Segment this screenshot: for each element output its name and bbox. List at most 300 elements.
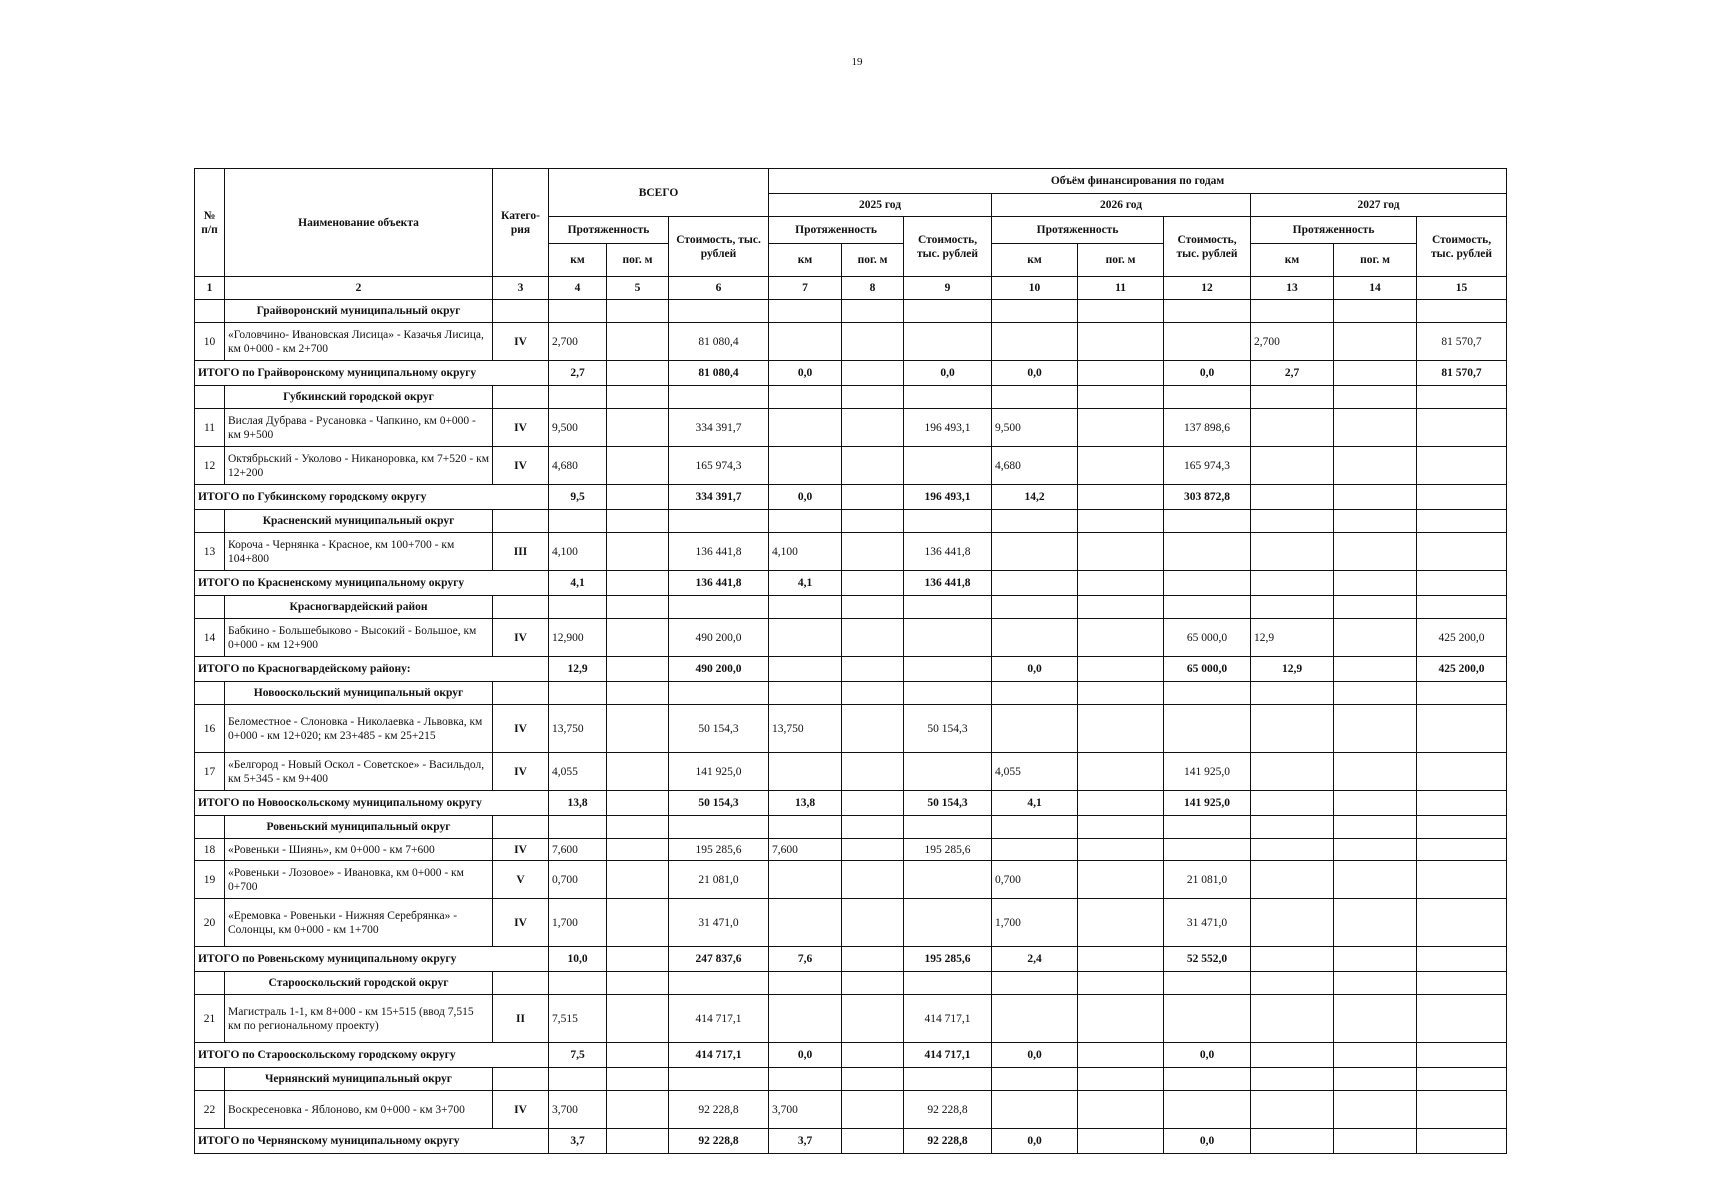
length-value xyxy=(607,533,669,571)
total-cost-value xyxy=(1417,947,1507,972)
year-2025-header: 2025 год xyxy=(769,194,992,217)
total-label: ИТОГО по Чернянскому муниципальному округу xyxy=(195,1129,549,1154)
length-value xyxy=(842,1091,904,1129)
pog-m-header: пог. м xyxy=(1334,244,1417,277)
length-value xyxy=(992,533,1078,571)
total-length-value xyxy=(607,1129,669,1154)
empty-cell xyxy=(1078,596,1164,619)
length-value xyxy=(842,753,904,791)
category: IV xyxy=(493,1091,549,1129)
category: V xyxy=(493,861,549,899)
category: IV xyxy=(493,839,549,861)
empty-cell xyxy=(992,816,1078,839)
region-row xyxy=(195,596,1507,619)
length-value xyxy=(992,839,1078,861)
total-length-value: 4,1 xyxy=(992,791,1078,816)
total-length-value: 2,7 xyxy=(549,361,607,386)
length-value xyxy=(607,839,669,861)
total-cost-value: 136 441,8 xyxy=(669,571,769,596)
total-length-value xyxy=(1334,791,1417,816)
total-cost-value: 0,0 xyxy=(1164,1043,1251,1068)
cost-value: 50 154,3 xyxy=(669,705,769,753)
empty-cell xyxy=(1164,1068,1251,1091)
length-value xyxy=(842,533,904,571)
cost-value xyxy=(904,447,992,485)
empty-cell xyxy=(493,682,549,705)
total-cost-value xyxy=(1417,791,1507,816)
total-row xyxy=(195,361,1507,386)
length-value: 7,600 xyxy=(549,839,607,861)
total-length-value: 12,9 xyxy=(549,657,607,682)
length-value xyxy=(1078,323,1164,361)
cost-value: 196 493,1 xyxy=(904,409,992,447)
cost-value xyxy=(1164,533,1251,571)
category: III xyxy=(493,533,549,571)
length-value xyxy=(1334,533,1417,571)
table-row xyxy=(195,705,1507,753)
length-value xyxy=(1078,995,1164,1043)
total-cost-value: 81 570,7 xyxy=(1417,361,1507,386)
length-value xyxy=(1078,899,1164,947)
empty-cell xyxy=(1164,682,1251,705)
length-value xyxy=(607,995,669,1043)
length-value xyxy=(1334,323,1417,361)
empty-cell xyxy=(904,510,992,533)
length-value xyxy=(769,899,842,947)
table-row xyxy=(195,899,1507,947)
empty-cell xyxy=(1417,972,1507,995)
length-value xyxy=(1251,861,1334,899)
category: IV xyxy=(493,705,549,753)
cost-value: 81 080,4 xyxy=(669,323,769,361)
empty-cell xyxy=(1334,300,1417,323)
cost-value: 334 391,7 xyxy=(669,409,769,447)
length-value: 1,700 xyxy=(549,899,607,947)
cost-value: 165 974,3 xyxy=(669,447,769,485)
total-cost-value: 0,0 xyxy=(904,361,992,386)
total-length-value xyxy=(1078,657,1164,682)
length-value xyxy=(1251,533,1334,571)
empty-cell xyxy=(607,682,669,705)
km-header: км xyxy=(1251,244,1334,277)
cost-value xyxy=(1417,839,1507,861)
total-length-value xyxy=(1078,485,1164,510)
length-value xyxy=(1078,705,1164,753)
empty-cell xyxy=(1417,386,1507,409)
empty-cell xyxy=(842,682,904,705)
empty-cell xyxy=(1251,596,1334,619)
cost-value: 50 154,3 xyxy=(904,705,992,753)
total-cost-value: 247 837,6 xyxy=(669,947,769,972)
total-cost-value: 136 441,8 xyxy=(904,571,992,596)
region-name: Ровеньский муниципальный округ xyxy=(225,816,493,839)
cost-value xyxy=(1164,995,1251,1043)
total-length-value: 3,7 xyxy=(549,1129,607,1154)
table-row xyxy=(195,323,1507,361)
empty-cell xyxy=(607,816,669,839)
empty-cell xyxy=(669,510,769,533)
region-name: Красненский муниципальный округ xyxy=(225,510,493,533)
empty-cell xyxy=(1078,510,1164,533)
table-row xyxy=(195,753,1507,791)
total-cost-value xyxy=(1164,571,1251,596)
total-length-value xyxy=(607,657,669,682)
total-length-value xyxy=(1251,791,1334,816)
table-row xyxy=(195,447,1507,485)
total-length-value: 7,6 xyxy=(769,947,842,972)
empty-cell xyxy=(549,972,607,995)
cost-value: 414 717,1 xyxy=(904,995,992,1043)
total-cost-value: 195 285,6 xyxy=(904,947,992,972)
category: IV xyxy=(493,323,549,361)
length-value: 12,9 xyxy=(1251,619,1334,657)
total-length-value xyxy=(607,791,669,816)
total-length-value: 2,7 xyxy=(1251,361,1334,386)
length-value xyxy=(1251,753,1334,791)
empty-cell xyxy=(1078,300,1164,323)
km-header: км xyxy=(549,244,607,277)
length-value xyxy=(769,447,842,485)
length-value xyxy=(607,861,669,899)
empty-cell xyxy=(842,1068,904,1091)
empty-cell xyxy=(769,300,842,323)
total-length-value xyxy=(842,1129,904,1154)
cost-value xyxy=(1417,861,1507,899)
empty-cell xyxy=(1417,682,1507,705)
column-number: 15 xyxy=(1417,277,1507,300)
cost-value: 195 285,6 xyxy=(669,839,769,861)
category: IV xyxy=(493,899,549,947)
cost-value xyxy=(1164,705,1251,753)
length-value xyxy=(1334,899,1417,947)
table-row xyxy=(195,839,1507,861)
category: IV xyxy=(493,409,549,447)
cost-value xyxy=(904,619,992,657)
empty-cell xyxy=(992,300,1078,323)
empty-cell xyxy=(769,816,842,839)
cost-2027-header: Стоимость, тыс. рублей xyxy=(1417,217,1507,277)
total-label: ИТОГО по Губкинскому городскому округу xyxy=(195,485,549,510)
total-length-value xyxy=(607,361,669,386)
column-number: 9 xyxy=(904,277,992,300)
table-row xyxy=(195,995,1507,1043)
length-value xyxy=(1251,839,1334,861)
empty-cell xyxy=(1078,682,1164,705)
financing-table xyxy=(194,168,1507,1154)
column-number: 8 xyxy=(842,277,904,300)
column-number: 4 xyxy=(549,277,607,300)
table-row xyxy=(195,619,1507,657)
row-number: 22 xyxy=(195,1091,225,1129)
total-cost-value: 303 872,8 xyxy=(1164,485,1251,510)
row-number: 10 xyxy=(195,323,225,361)
empty-cell xyxy=(1334,972,1417,995)
length-value: 4,680 xyxy=(992,447,1078,485)
cost-value xyxy=(1164,839,1251,861)
total-length-value xyxy=(1334,1043,1417,1068)
region-row xyxy=(195,972,1507,995)
total-cost-value: 414 717,1 xyxy=(669,1043,769,1068)
empty-cell xyxy=(1251,510,1334,533)
empty-cell xyxy=(493,510,549,533)
empty-cell xyxy=(1078,816,1164,839)
length-value xyxy=(1251,447,1334,485)
empty-cell xyxy=(904,596,992,619)
object-name: Магистраль 1-1, км 8+000 - км 15+515 (ввод 7,515 км по региональному проекту) xyxy=(225,995,493,1043)
empty-cell xyxy=(607,510,669,533)
cost-value: 195 285,6 xyxy=(904,839,992,861)
empty-cell xyxy=(607,596,669,619)
pog-m-header: пог. м xyxy=(1078,244,1164,277)
length-value: 7,515 xyxy=(549,995,607,1043)
empty-cell xyxy=(549,682,607,705)
row-number: 14 xyxy=(195,619,225,657)
total-cost-value xyxy=(1417,1129,1507,1154)
object-name: «Еремовка - Ровеньки - Нижняя Серебрянка» - Солонцы, км 0+000 - км 1+700 xyxy=(225,899,493,947)
empty-cell xyxy=(195,510,225,533)
object-name: «Белгород - Новый Оскол - Советское» - Васильдол, км 5+345 - км 9+400 xyxy=(225,753,493,791)
total-length-value xyxy=(992,571,1078,596)
total-cost-value xyxy=(1417,485,1507,510)
empty-cell xyxy=(1164,300,1251,323)
length-value xyxy=(842,861,904,899)
empty-cell xyxy=(769,682,842,705)
empty-cell xyxy=(493,300,549,323)
empty-cell xyxy=(1251,972,1334,995)
length-value xyxy=(842,899,904,947)
length-value xyxy=(1078,533,1164,571)
length-value xyxy=(607,447,669,485)
empty-cell xyxy=(1334,386,1417,409)
length-value xyxy=(842,447,904,485)
total-length-value xyxy=(1334,657,1417,682)
length-value xyxy=(1078,753,1164,791)
table-row xyxy=(195,861,1507,899)
total-length-value xyxy=(1334,571,1417,596)
region-name: Красногвардейский район xyxy=(225,596,493,619)
row-number: 12 xyxy=(195,447,225,485)
total-length-value xyxy=(1334,947,1417,972)
length-value: 2,700 xyxy=(1251,323,1334,361)
length-value: 4,055 xyxy=(549,753,607,791)
total-length-value: 0,0 xyxy=(992,361,1078,386)
cost-value: 425 200,0 xyxy=(1417,619,1507,657)
total-row xyxy=(195,1043,1507,1068)
table-row xyxy=(195,1091,1507,1129)
length-value xyxy=(769,753,842,791)
row-number: 13 xyxy=(195,533,225,571)
total-length-value xyxy=(1251,947,1334,972)
length-value: 12,900 xyxy=(549,619,607,657)
cost-value: 490 200,0 xyxy=(669,619,769,657)
total-cost-value: 50 154,3 xyxy=(904,791,992,816)
length-2025-header: Протяженность xyxy=(769,217,904,244)
empty-cell xyxy=(992,1068,1078,1091)
total-length-header: Протяженность xyxy=(549,217,669,244)
total-cost-value xyxy=(1417,1043,1507,1068)
empty-cell xyxy=(195,972,225,995)
cost-value: 21 081,0 xyxy=(1164,861,1251,899)
empty-cell xyxy=(493,596,549,619)
length-value: 4,680 xyxy=(549,447,607,485)
length-value xyxy=(1078,1091,1164,1129)
cost-value xyxy=(1417,409,1507,447)
total-length-value xyxy=(1251,1129,1334,1154)
empty-cell xyxy=(1164,510,1251,533)
length-value xyxy=(1078,839,1164,861)
region-row xyxy=(195,816,1507,839)
empty-cell xyxy=(1417,1068,1507,1091)
total-length-value xyxy=(1334,361,1417,386)
pog-m-header: пог. м xyxy=(607,244,669,277)
length-value xyxy=(607,1091,669,1129)
empty-cell xyxy=(195,816,225,839)
cost-value: 141 925,0 xyxy=(1164,753,1251,791)
length-value: 2,700 xyxy=(549,323,607,361)
year-2027-header: 2027 год xyxy=(1251,194,1507,217)
empty-cell xyxy=(842,972,904,995)
cost-value: 92 228,8 xyxy=(904,1091,992,1129)
total-length-value: 0,0 xyxy=(769,1043,842,1068)
length-value: 9,500 xyxy=(549,409,607,447)
row-number: 18 xyxy=(195,839,225,861)
empty-cell xyxy=(1417,816,1507,839)
cost-value: 81 570,7 xyxy=(1417,323,1507,361)
cost-value xyxy=(1164,1091,1251,1129)
cost-value xyxy=(904,323,992,361)
region-name: Чернянский муниципальный округ xyxy=(225,1068,493,1091)
row-number: 17 xyxy=(195,753,225,791)
empty-cell xyxy=(493,972,549,995)
empty-cell xyxy=(1251,300,1334,323)
total-length-value: 0,0 xyxy=(992,1129,1078,1154)
total-row xyxy=(195,1129,1507,1154)
empty-cell xyxy=(904,1068,992,1091)
cost-value: 137 898,6 xyxy=(1164,409,1251,447)
empty-cell xyxy=(549,816,607,839)
total-length-value: 13,8 xyxy=(549,791,607,816)
empty-cell xyxy=(992,596,1078,619)
length-value: 9,500 xyxy=(992,409,1078,447)
empty-cell xyxy=(992,972,1078,995)
year-2026-header: 2026 год xyxy=(992,194,1251,217)
length-value xyxy=(1251,899,1334,947)
length-value xyxy=(1334,409,1417,447)
empty-cell xyxy=(195,386,225,409)
total-length-value: 0,0 xyxy=(992,657,1078,682)
total-cost-value: 52 552,0 xyxy=(1164,947,1251,972)
total-cost-value xyxy=(904,657,992,682)
length-value xyxy=(1078,447,1164,485)
category: IV xyxy=(493,753,549,791)
row-number: 21 xyxy=(195,995,225,1043)
empty-cell xyxy=(1417,300,1507,323)
empty-cell xyxy=(669,596,769,619)
cost-2025-header: Стоимость, тыс. рублей xyxy=(904,217,992,277)
total-label: ИТОГО по Новооскольскому муниципальному округу xyxy=(195,791,549,816)
empty-cell xyxy=(1251,682,1334,705)
total-cost-value xyxy=(1417,571,1507,596)
cost-value: 414 717,1 xyxy=(669,995,769,1043)
empty-cell xyxy=(1334,510,1417,533)
length-2027-header: Протяженность xyxy=(1251,217,1417,244)
length-value xyxy=(842,409,904,447)
cost-value: 165 974,3 xyxy=(1164,447,1251,485)
length-value xyxy=(1078,861,1164,899)
km-header: км xyxy=(992,244,1078,277)
category: II xyxy=(493,995,549,1043)
cost-value: 141 925,0 xyxy=(669,753,769,791)
total-length-value xyxy=(842,361,904,386)
total-length-value xyxy=(607,571,669,596)
length-value xyxy=(1334,447,1417,485)
length-value: 3,700 xyxy=(769,1091,842,1129)
total-label: ИТОГО по Старооскольскому городскому округу xyxy=(195,1043,549,1068)
empty-cell xyxy=(769,386,842,409)
total-cost-value: 490 200,0 xyxy=(669,657,769,682)
region-row xyxy=(195,682,1507,705)
total-row xyxy=(195,571,1507,596)
empty-cell xyxy=(1078,1068,1164,1091)
length-value xyxy=(1334,995,1417,1043)
total-row xyxy=(195,947,1507,972)
row-number: 20 xyxy=(195,899,225,947)
total-length-value xyxy=(842,1043,904,1068)
empty-cell xyxy=(195,682,225,705)
empty-cell xyxy=(1417,596,1507,619)
row-number: 19 xyxy=(195,861,225,899)
empty-cell xyxy=(493,816,549,839)
total-length-value: 0,0 xyxy=(769,485,842,510)
total-length-value: 13,8 xyxy=(769,791,842,816)
total-length-value xyxy=(842,657,904,682)
total-length-value xyxy=(1078,361,1164,386)
length-value xyxy=(1334,753,1417,791)
total-length-value: 12,9 xyxy=(1251,657,1334,682)
total-length-value xyxy=(842,571,904,596)
total-label: ИТОГО по Ровеньскому муниципальному округу xyxy=(195,947,549,972)
empty-cell xyxy=(1251,386,1334,409)
length-value xyxy=(992,705,1078,753)
object-name: Вислая Дубрава - Русановка - Чапкино, км 0+000 - км 9+500 xyxy=(225,409,493,447)
total-length-value xyxy=(1078,1129,1164,1154)
object-name: Короча - Чернянка - Красное, км 100+700 - км 104+800 xyxy=(225,533,493,571)
total-length-value xyxy=(842,485,904,510)
length-value xyxy=(607,753,669,791)
length-value: 4,100 xyxy=(769,533,842,571)
total-length-value xyxy=(1251,485,1334,510)
km-header: км xyxy=(769,244,842,277)
cost-value: 31 471,0 xyxy=(669,899,769,947)
cost-value xyxy=(1417,753,1507,791)
total-length-value: 0,0 xyxy=(769,361,842,386)
cost-2026-header: Стоимость, тыс. рублей xyxy=(1164,217,1251,277)
column-number: 5 xyxy=(607,277,669,300)
total-cost-value: 92 228,8 xyxy=(669,1129,769,1154)
region-row xyxy=(195,386,1507,409)
length-value xyxy=(1251,705,1334,753)
total-length-value xyxy=(1334,485,1417,510)
total-length-value xyxy=(1078,947,1164,972)
pog-m-header: пог. м xyxy=(842,244,904,277)
empty-cell xyxy=(904,816,992,839)
total-length-value xyxy=(1078,791,1164,816)
length-value xyxy=(1078,619,1164,657)
empty-cell xyxy=(493,1068,549,1091)
empty-cell xyxy=(1164,596,1251,619)
column-number: 3 xyxy=(493,277,549,300)
empty-cell xyxy=(769,596,842,619)
